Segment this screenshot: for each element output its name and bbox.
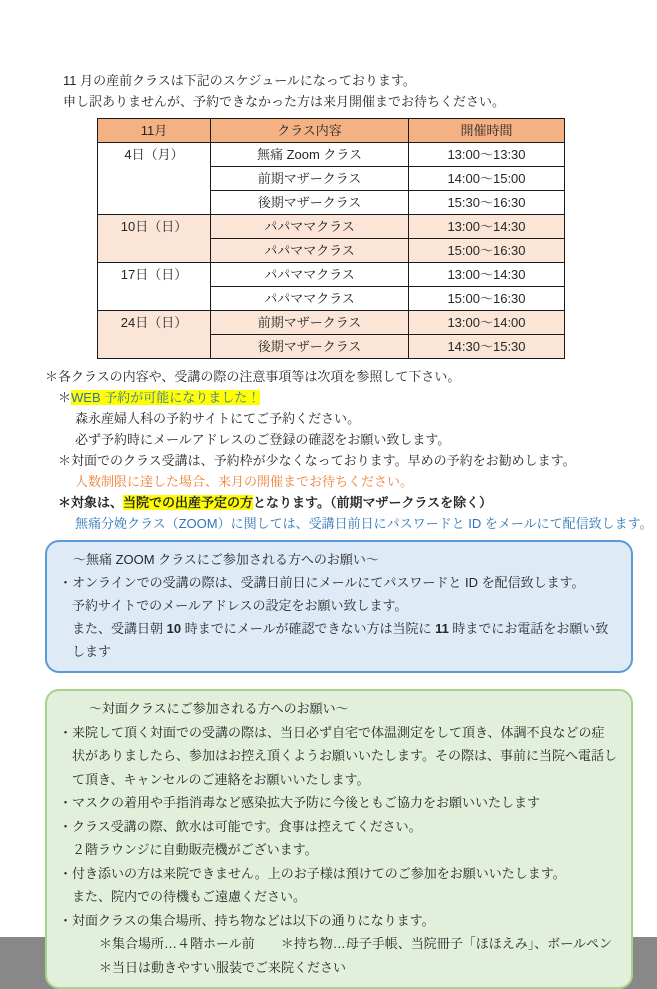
notes-section (45, 366, 653, 534)
table-header-row (98, 119, 565, 143)
class-cell: パパママクラス (211, 215, 409, 239)
zoom-box-title: ～無痛 ZOOM クラスにご参加される方へのお願い～ (73, 552, 379, 567)
eligibility-pre: ＊対象は、 (58, 495, 124, 510)
inperson-item-drink: ・クラス受講の際、飲水は可能です。食事は控えてください。 (59, 818, 422, 834)
inperson-item-clothing: ＊当日は動きやすい服装でご来院ください (99, 959, 347, 975)
inperson-class-notice-box (45, 689, 633, 989)
schedule-table (97, 118, 565, 359)
class-cell: 無痛 Zoom クラス (211, 143, 409, 167)
note-eligibility (58, 492, 629, 513)
asterisk-marker: ＊ (58, 390, 72, 405)
phone-deadline-mid: 時までにメールが確認できない方は当院に (181, 621, 436, 636)
phone-deadline-post: 時までにお電話をお願い致します (72, 621, 609, 659)
header-time: 開催時間 (409, 119, 565, 143)
note-reference: ＊各クラスの内容や、受講の際の注意事項等は次項を参照して下さい。 (45, 369, 461, 384)
zoom-class-notice-box (45, 540, 633, 673)
note-web-reservation (58, 387, 629, 408)
class-cell: 後期マザークラス (211, 191, 409, 215)
header-class: クラス内容 (211, 119, 409, 143)
note-zoom-password: 無痛分娩クラス（ZOOM）に関しては、受講日前日にパスワードと ID をメールにて配信致します。 (75, 516, 653, 531)
inperson-item-waiting: また、院内での待機もご遠慮ください。 (72, 889, 307, 904)
zoom-box-line-1: ・オンラインでの受講の際は、受講日前日にメールにてパスワードと ID を配信致します。 (59, 575, 585, 590)
time-cell: 15:00～16:30 (409, 287, 565, 311)
inperson-item-place-belongings: ＊集合場所…４階ホール前 ＊持ち物…母子手帳、当院冊子「ほほえみ」、ボールペン (99, 936, 612, 951)
class-cell: 前期マザークラス (211, 167, 409, 191)
time-cell: 13:00～14:00 (409, 311, 565, 335)
header-month: 11月 (98, 119, 211, 143)
class-cell: パパママクラス (211, 287, 409, 311)
date-cell: 24日（日） (98, 311, 211, 359)
zoom-box-line-2: 予約サイトでのメールアドレスの設定をお願い致します。 (72, 598, 408, 613)
table-row (98, 215, 565, 239)
eligibility-highlight: 当院での出産予定の方 (123, 495, 254, 510)
inperson-item-temperature: ・来院して頂く対面での受講の際は、当日必ず自宅で体温測定をして頂き、体調不良などの症状がありましたら、参加はお控え頂くようお願いいたします。その際は、事前に当院へ電話して頂き、キャンセルのご連絡をお願いいたします。 (59, 724, 617, 787)
inperson-item-companion: ・付き添いの方は来院できません。上のお子様は預けてのご参加をお願いいたします。 (59, 865, 566, 881)
table-row (98, 143, 565, 167)
date-cell: 10日（日） (98, 215, 211, 263)
time-cell: 15:00～16:30 (409, 239, 565, 263)
note-reservation-site: 森永産婦人科の予約サイトにてご予約ください。 (75, 411, 361, 426)
class-cell: パパママクラス (211, 239, 409, 263)
inperson-item-vending: ２階ラウンジに自動販売機がございます。 (72, 842, 318, 857)
time-cell: 14:30～15:30 (409, 335, 565, 359)
class-cell: 後期マザークラス (211, 335, 409, 359)
time-cell: 14:00～15:00 (409, 167, 565, 191)
table-row (98, 263, 565, 287)
date-cell: 17日（日） (98, 263, 211, 311)
inperson-item-mask: ・マスクの着用や手指消毒など感染拡大予防に今後ともご協力をお願いいたします (59, 795, 541, 810)
date-cell: 4日（月） (98, 143, 211, 215)
phone-deadline-pre: また、受講日朝 (72, 621, 167, 636)
class-cell: 前期マザークラス (211, 311, 409, 335)
time-cell: 15:30～16:30 (409, 191, 565, 215)
note-email-registration: 必ず予約時にメールアドレスのご登録の確認をお願い致します。 (75, 432, 451, 447)
inperson-box-title: ～対面クラスにご参加される方へのお願い～ (89, 701, 349, 716)
note-capacity-warning: 人数制限に達した場合、来月の開催までお待ちください。 (75, 474, 414, 489)
time-cell: 13:00～13:30 (409, 143, 565, 167)
note-limited-slots: ＊対面でのクラス受講は、予約枠が少なくなっております。早めの予約をお勧めします。 (58, 453, 576, 468)
class-cell: パパママクラス (211, 263, 409, 287)
intro-line-2: 申し訳ありませんが、予約できなかった方は来月開催までお待ちください。 (63, 94, 506, 109)
table-row (98, 311, 565, 335)
intro-paragraph (63, 70, 629, 112)
time-cell: 13:00～14:30 (409, 215, 565, 239)
intro-line-1: 11 月の産前クラスは下記のスケジュールになっております。 (63, 73, 416, 88)
zoom-box-line-3 (72, 617, 617, 663)
time-11: 11 (435, 621, 449, 636)
inperson-item-meeting-info: ・対面クラスの集合場所、持ち物などは以下の通りになります。 (59, 912, 435, 928)
eligibility-post: となります。（前期マザークラスを除く） (253, 495, 493, 510)
time-10: 10 (166, 621, 182, 636)
web-reservation-highlight: WEB 予約が可能になりました！ (71, 390, 261, 405)
time-cell: 13:00～14:30 (409, 263, 565, 287)
